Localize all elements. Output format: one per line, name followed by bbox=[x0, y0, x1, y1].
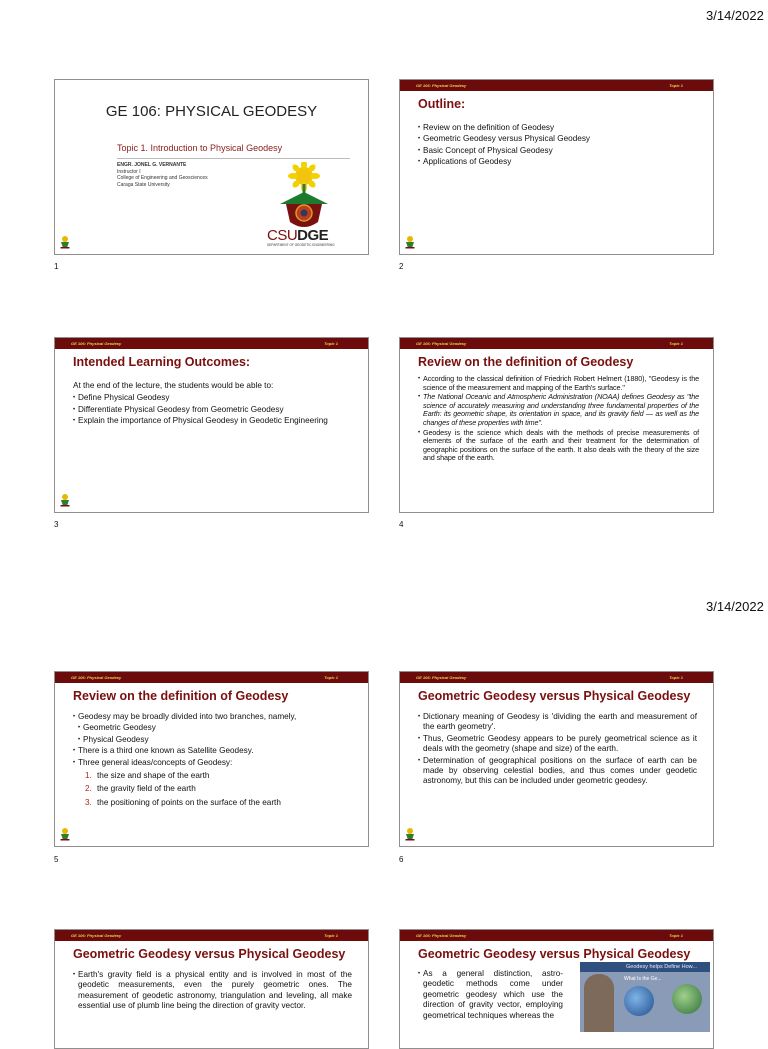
topic-label: Topic 1 bbox=[669, 933, 683, 938]
course-header: GE 106: Physical Geodesy bbox=[71, 933, 122, 938]
course-header: GE 106: Physical Geodesy bbox=[416, 341, 467, 346]
bullet-item: • Geometric Geodesy versus Physical Geodesy bbox=[418, 134, 697, 144]
slide-number: 4 bbox=[399, 520, 404, 529]
bullet-item: • Applications of Geodesy bbox=[418, 157, 697, 167]
slide-body bbox=[73, 712, 352, 811]
bullet-item: • Determination of geographical positions on the surface of earth can be made by observing celestial bodies, and thus comes under geodetic astronomy, but this can be included under geometric geodesy. bbox=[418, 756, 697, 787]
bullet-item: • Thus, Geometric Geodesy appears to be purely geometrical science as it deals with the geometry (shape and size) of the earth. bbox=[418, 734, 697, 755]
course-header: GE 106: Physical Geodesy bbox=[416, 83, 467, 88]
page-date: 3/14/2022 bbox=[706, 599, 764, 614]
bullet-item: • Geodesy may be broadly divided into two branches, namely, bbox=[73, 712, 352, 722]
slide-title: Geometric Geodesy versus Physical Geodesy bbox=[418, 689, 691, 703]
bullet-item: • Dictionary meaning of Geodesy is 'dividing the earth and measurement of the earth geometry'. bbox=[418, 712, 697, 733]
college-name: College of Engineering and Geosciences bbox=[117, 175, 208, 181]
bullet-item: • Differentiate Physical Geodesy from Geometric Geodesy bbox=[73, 405, 352, 415]
slide-3 bbox=[54, 337, 369, 513]
bullet-item: • According to the classical definition of Friedrich Robert Helmert (1880), "Geodesy is the science of the measurement and mapping of the Earth's surface." bbox=[418, 375, 699, 392]
slide-6 bbox=[399, 671, 714, 847]
slide-title: Geometric Geodesy versus Physical Geodesy bbox=[418, 947, 691, 961]
bullet-item: • The National Oceanic and Atmospheric Administration (NOAA) defines Geodesy as "the science of accurately measuring and understanding three fundamental properties of the Earth: its geometric shape, its orientation in space, and its gravity field — as well as the changes of these properties with time". bbox=[418, 393, 699, 427]
slide-7 bbox=[54, 929, 369, 1049]
numbered-item bbox=[73, 771, 352, 781]
slide-body bbox=[418, 712, 697, 788]
topic-label: Topic 1 bbox=[324, 933, 338, 938]
presenter-figure bbox=[584, 974, 614, 1032]
topic-label: Topic 1 bbox=[324, 675, 338, 680]
slide-title: Geometric Geodesy versus Physical Geodesy bbox=[73, 947, 346, 961]
item-text: the gravity field of the earth bbox=[97, 784, 196, 794]
slide-number: 3 bbox=[54, 520, 59, 529]
slide-title: Review on the definition of Geodesy bbox=[418, 355, 634, 369]
slide-header-bar bbox=[55, 930, 368, 941]
slide-body bbox=[73, 970, 352, 1013]
bullet-item: • There is a third one known as Satellite Geodesy. bbox=[73, 746, 352, 756]
item-text: the positioning of points on the surface of the earth bbox=[97, 797, 281, 807]
bullet-item: • As a general distinction, astro-geodetic methods come under geometric geodesy which use the direction of gravity vector, employing geometrical techniques whereas the bbox=[418, 969, 563, 1021]
intro-text: At the end of the lecture, the students would be able to: bbox=[73, 381, 274, 390]
slide-header-bar bbox=[55, 672, 368, 683]
instructor-name: ENGR. JONEL G. VERNANTE bbox=[117, 162, 187, 168]
slide-header-bar bbox=[400, 672, 713, 683]
item-number: 2. bbox=[85, 784, 92, 794]
bullet-item: • Earth's gravity field is a physical entity and is involved in most of the geodetic measurements, even the purely geometric ones. The measurement of geodetic astronomy, triangulation and leveling, all make essential use of plumb line being the direction of gravity vector. bbox=[73, 970, 352, 1012]
slide-title: Review on the definition of Geodesy bbox=[73, 689, 289, 703]
bullet-item: • Basic Concept of Physical Geodesy bbox=[418, 146, 697, 156]
slide-header-bar bbox=[400, 80, 713, 91]
university-seal-icon bbox=[60, 235, 70, 249]
topic-label: Topic 1 bbox=[669, 341, 683, 346]
bullet-item: • Review on the definition of Geodesy bbox=[418, 123, 697, 133]
bullet-item: • Explain the importance of Physical Geodesy in Geodetic Engineering bbox=[73, 416, 352, 426]
slide-title: Outline: bbox=[418, 97, 466, 111]
course-header: GE 106: Physical Geodesy bbox=[416, 933, 467, 938]
bullet-item: • Geodesy is the science which deals with the methods of precise measurements of elements of the surface of the earth and their treatment for the determination of geographic positions on the surface of the earth. It also deals with the theory of the size and shape of the earth. bbox=[418, 429, 699, 463]
sub-bullet-item: • Physical Geodesy bbox=[73, 735, 352, 745]
topic-label: Topic 1 bbox=[669, 675, 683, 680]
topic-title: Topic 1. Introduction to Physical Geodesy bbox=[117, 143, 283, 153]
university-seal-icon bbox=[405, 235, 415, 249]
university-name: Caraga State University bbox=[117, 181, 170, 188]
slide-number: 5 bbox=[54, 855, 59, 864]
university-seal-icon bbox=[60, 493, 70, 507]
item-number: 3. bbox=[85, 797, 92, 807]
slide-4 bbox=[399, 337, 714, 513]
topic-label: Topic 1 bbox=[669, 83, 683, 88]
csu-dge-wordmark bbox=[267, 227, 328, 244]
divider bbox=[117, 158, 350, 159]
bullet-item: • Define Physical Geodesy bbox=[73, 393, 352, 403]
university-seal-icon bbox=[60, 827, 70, 841]
slide-header-bar bbox=[400, 338, 713, 349]
slide-1 bbox=[54, 79, 369, 255]
slide-8 bbox=[399, 929, 714, 1049]
item-number: 1. bbox=[85, 771, 92, 781]
course-header: GE 106: Physical Geodesy bbox=[71, 341, 122, 346]
csu-text: CSU bbox=[267, 227, 298, 244]
image-label: What Is the Ge... bbox=[624, 976, 662, 982]
geodesy-illustration-image bbox=[580, 962, 710, 1032]
numbered-item bbox=[73, 798, 352, 808]
department-name: DEPARTMENT OF GEODETIC ENGINEERING bbox=[267, 243, 335, 247]
course-header: GE 106: Physical Geodesy bbox=[416, 675, 467, 680]
geoid-globe-icon bbox=[672, 984, 702, 1014]
page-date: 3/14/2022 bbox=[706, 8, 764, 23]
slide-header-bar bbox=[400, 930, 713, 941]
slide-body bbox=[418, 969, 563, 1022]
slide-5 bbox=[54, 671, 369, 847]
slide-2 bbox=[399, 79, 714, 255]
slide-body bbox=[418, 123, 697, 169]
slide-title: Intended Learning Outcomes: bbox=[73, 355, 251, 369]
slide-body bbox=[73, 381, 352, 428]
image-caption: Geodesy helps Define How... bbox=[580, 962, 710, 972]
slide-number: 6 bbox=[399, 855, 404, 864]
instructor-title: Instructor I bbox=[117, 168, 141, 175]
slide-header-bar bbox=[55, 338, 368, 349]
sub-bullet-item: • Geometric Geodesy bbox=[73, 723, 352, 733]
earth-globe-icon bbox=[624, 986, 654, 1016]
slide-number: 2 bbox=[399, 262, 404, 271]
dge-text: DGE bbox=[297, 227, 329, 244]
numbered-item bbox=[73, 784, 352, 794]
topic-label: Topic 1 bbox=[324, 341, 338, 346]
item-text: the size and shape of the earth bbox=[97, 771, 210, 781]
course-title: GE 106: PHYSICAL GEODESY bbox=[105, 103, 318, 120]
instructor-block bbox=[117, 162, 208, 188]
bullet-item: • Three general ideas/concepts of Geodesy: bbox=[73, 758, 352, 768]
university-seal-icon bbox=[405, 827, 415, 841]
course-header: GE 106: Physical Geodesy bbox=[71, 675, 122, 680]
slide-number: 1 bbox=[54, 262, 59, 271]
slide-body bbox=[418, 375, 699, 464]
